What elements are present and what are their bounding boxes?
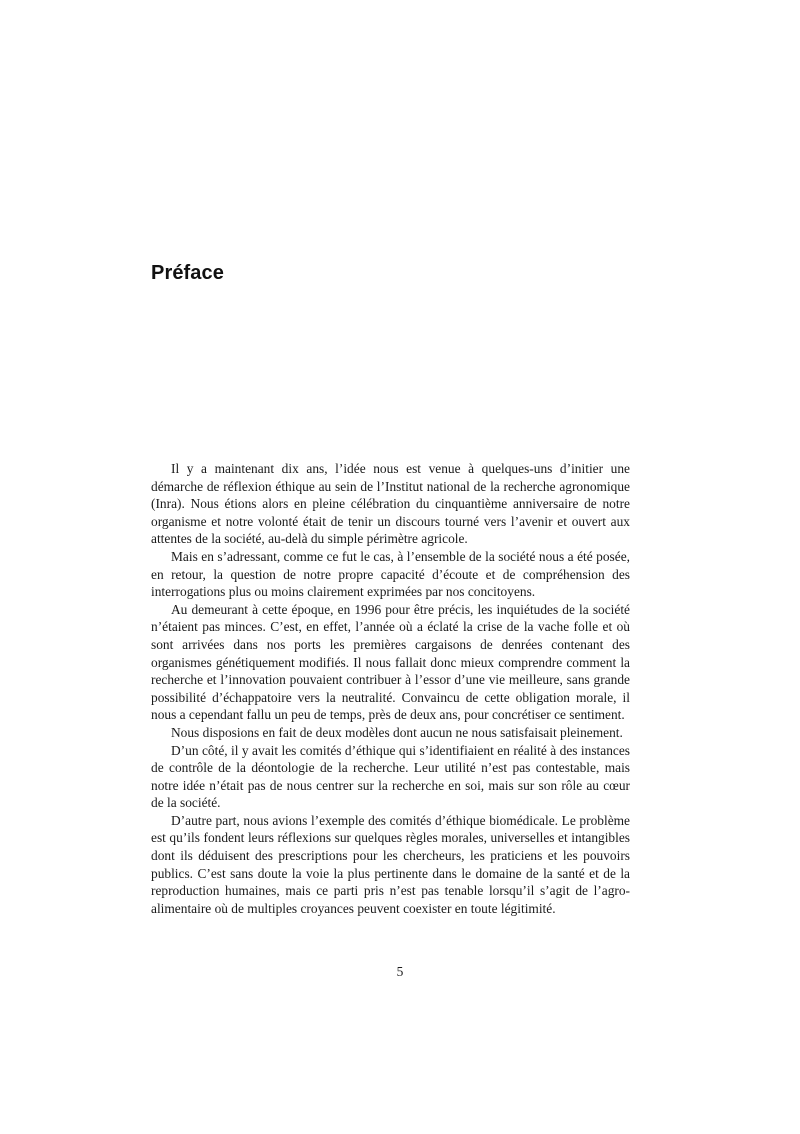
paragraph: D’autre part, nous avions l’exemple des comités d’éthique biomédicale. Le problème est qu’ils fondent leurs réflexions sur quelques règles morales, universelles et intangibles dont ils déduisent des prescriptions pour les chercheurs, les praticiens et les pouvoirs publics. C’est sans doute la voie la plus pertinente dans le domaine de la santé et de la reproduction humaines, mais ce parti pris n’est pas tenable lorsqu’il s’agit de l’agro-alimentaire où de multiples croyances peuvent coexister en toute légitimité. bbox=[151, 812, 630, 916]
body-text bbox=[151, 460, 630, 917]
paragraph: Mais en s’adressant, comme ce fut le cas, à l’ensemble de la société nous a été posée, en retour, la question de notre propre capacité d’écoute et de compréhension des interrogations plus ou moins clairement exprimées par nos concitoyens. bbox=[151, 548, 630, 600]
paragraph: Nous disposions en fait de deux modèles dont aucun ne nous satisfaisait pleinement. bbox=[171, 724, 623, 740]
page-number: 5 bbox=[396, 964, 404, 979]
paragraph: Au demeurant à cette époque, en 1996 pour être précis, les inquiétudes de la société n’étaient pas minces. C’est, en effet, l’année où a éclaté la crise de la vache folle et où sont arrivées dans nos ports les premières cargaisons de denrées contenant des organismes génétiquement modifiés. Il nous fallait donc mieux comprendre comment la recherche et l’innovation pouvaient contribuer à l’essor d’une vie meilleure, sans grande possibilité d’échappatoire vers la neutralité. Convaincu de cette obligation morale, il nous a cependant fallu un peu de temps, près de deux ans, pour concrétiser ce sentiment. bbox=[151, 601, 630, 723]
chapter-title: Préface bbox=[151, 262, 224, 284]
paragraph: D’un côté, il y avait les comités d’éthique qui s’identifiaient en réalité à des instances de contrôle de la déontologie de la recherche. Leur utilité n’est pas contestable, mais notre idée n’était pas de nous centrer sur la recherche en soi, mais sur son rôle au cœur de la société. bbox=[151, 742, 630, 811]
paragraph: Il y a maintenant dix ans, l’idée nous est venue à quelques-uns d’initier une démarche de réflexion éthique au sein de l’Institut national de la recherche agronomique (Inra). Nous étions alors en pleine célébration du cinquantième anniversaire de notre organisme et notre volonté était de tenir un discours tourné vers l’avenir et ouvert aux attentes de la société, au-delà du simple périmètre agricole. bbox=[151, 461, 630, 547]
